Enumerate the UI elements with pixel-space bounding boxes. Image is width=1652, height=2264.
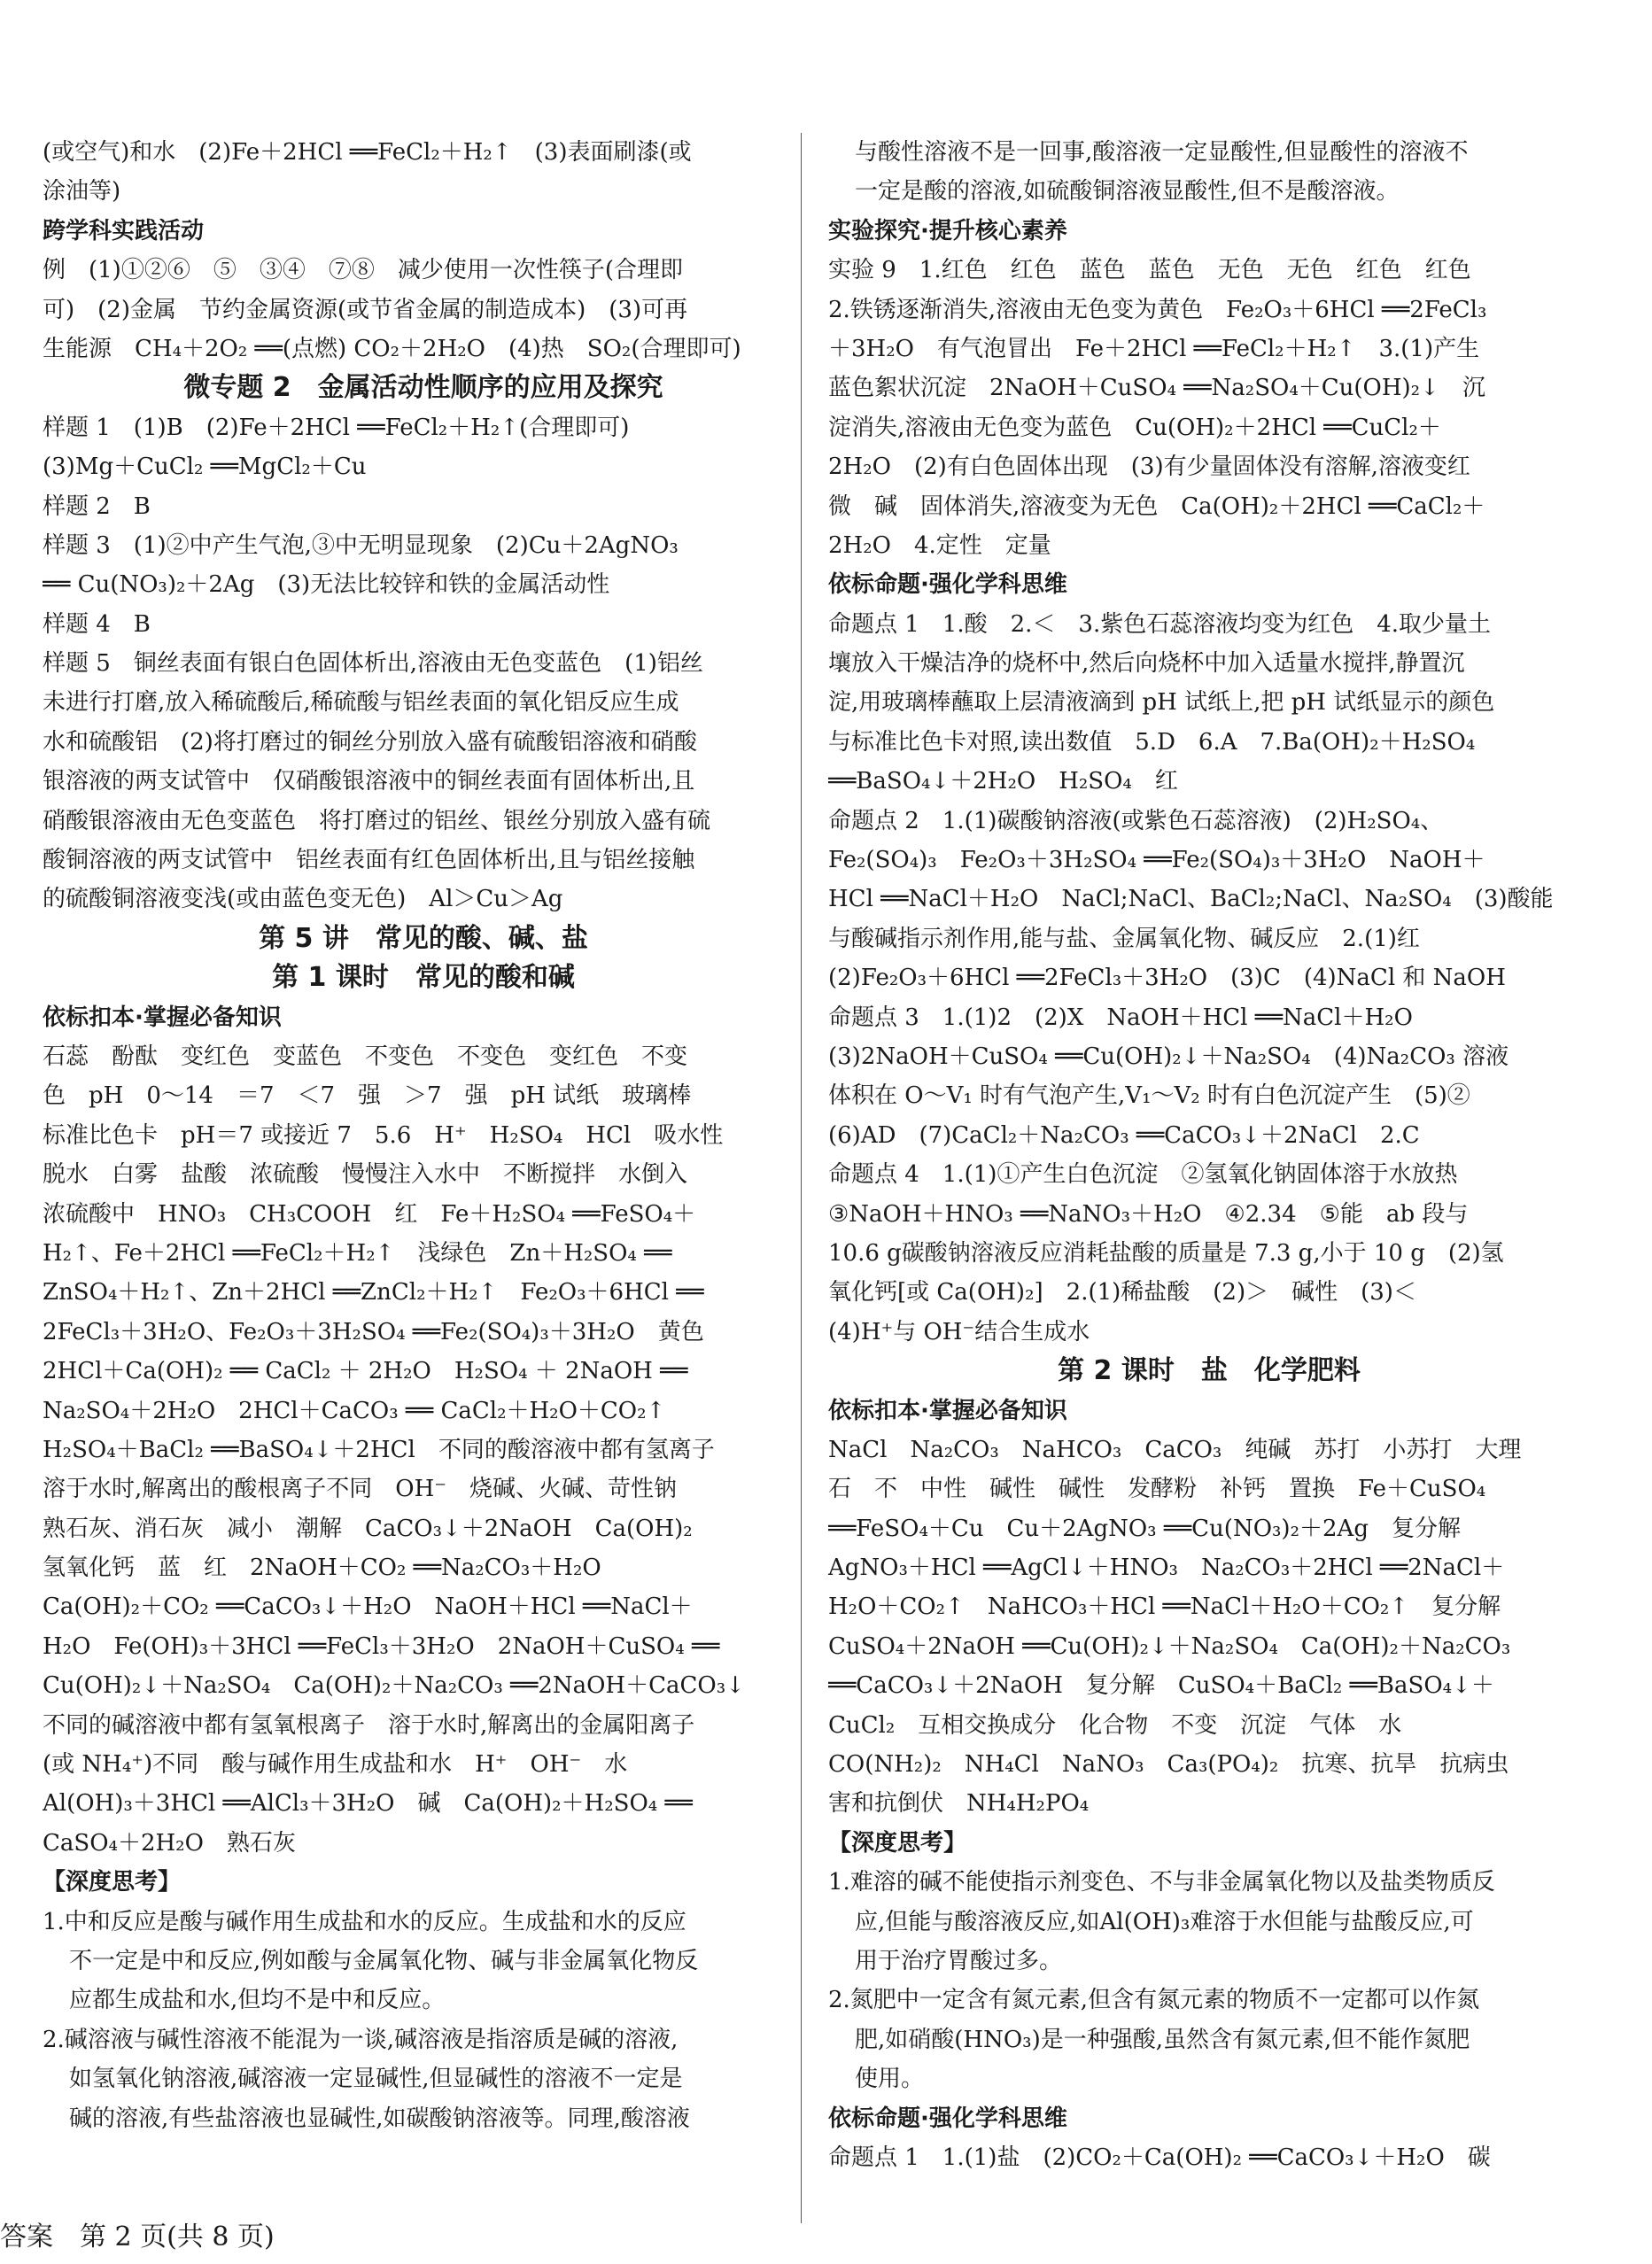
text-line: 应都生成盐和水,但均不是中和反应。 xyxy=(69,1987,446,2014)
text-line: 例 (1)①②⑥ ⑤ ③④ ⑦⑧ 减少使用一次性筷子(合理即 xyxy=(43,257,683,284)
text-line: 2FeCl₃＋3H₂O、Fe₂O₃＋3H₂SO₄ ══Fe₂(SO₄)₃＋3H₂O 黄色 xyxy=(43,1318,704,1345)
text-line: ③NaOH＋HNO₃ ══NaNO₃＋H₂O ④2.34 ⑤能 ab 段与 xyxy=(828,1200,1469,1228)
text-line: ＋3H₂O 有气泡冒出 Fe＋2HCl ══FeCl₂＋H₂↑ 3.(1)产生 xyxy=(828,335,1480,362)
chapter-title: 第 2 课时 盐 化学肥料 xyxy=(1058,1355,1361,1387)
text-line: 不同的碱溶液中都有氢氧根离子 溶于水时,解离出的金属阳离子 xyxy=(43,1711,695,1739)
text-line: ══ Cu(NO₃)₂＋2Ag (3)无法比较锌和铁的金属活动性 xyxy=(43,571,610,599)
text-line: Ca(OH)₂＋CO₂ ══CaCO₃↓＋H₂O NaOH＋HCl ══NaCl＋ xyxy=(43,1593,693,1621)
text-line: H₂↑、Fe＋2HCl ══FeCl₂＋H₂↑ 浅绿色 Zn＋H₂SO₄ ══ xyxy=(43,1239,672,1267)
text-line: Na₂SO₄＋2H₂O 2HCl＋CaCO₃ ══ CaCl₂＋H₂O＋CO₂↑ xyxy=(43,1397,666,1424)
right-column xyxy=(828,133,1590,2177)
page-footer: 答案 第 2 页(共 8 页) xyxy=(0,2221,275,2252)
text-line: 与标准比色卡对照,读出数值 5.D 6.A 7.Ba(OH)₂＋H₂SO₄ xyxy=(828,728,1476,756)
text-line: 微 碱 固体消失,溶液变为无色 Ca(OH)₂＋2HCl ══CaCl₂＋ xyxy=(828,492,1485,520)
text-line: H₂O＋CO₂↑ NaHCO₃＋HCl ══NaCl＋H₂O＋CO₂↑ 复分解 xyxy=(828,1593,1501,1621)
text-line: 浓硫酸中 HNO₃ CH₃COOH 红 Fe＋H₂SO₄ ══FeSO₄＋ xyxy=(43,1200,696,1228)
section-heading: 依标扣本·掌握必备知识 xyxy=(828,1397,1067,1424)
text-line: (3)Mg＋CuCl₂ ══MgCl₂＋Cu xyxy=(43,454,367,481)
text-line: 样题 3 (1)②中产生气泡,③中无明显现象 (2)Cu＋2AgNO₃ xyxy=(43,531,679,559)
text-line: CaSO₄＋2H₂O 熟石灰 xyxy=(43,1829,296,1857)
text-line: (2)Fe₂O₃＋6HCl ══2FeCl₃＋3H₂O (3)C (4)NaCl 和 NaOH xyxy=(828,965,1506,992)
text-line: 应,但能与酸溶液反应,如Al(OH)₃难溶于水但能与盐酸反应,可 xyxy=(855,1908,1474,1935)
text-line: 体积在 O～V₁ 时有气泡产生,V₁～V₂ 时有白色沉淀产生 (5)② xyxy=(828,1082,1470,1110)
chapter-title: 第 1 课时 常见的酸和碱 xyxy=(272,962,575,994)
text-line: 涂油等) xyxy=(43,178,121,205)
text-line: 命题点 2 1.(1)碳酸钠溶液(或紫色石蕊溶液) (2)H₂SO₄、 xyxy=(828,807,1444,834)
text-line: (6)AD (7)CaCl₂＋Na₂CO₃ ══CaCO₃↓＋2NaCl 2.C xyxy=(828,1121,1420,1149)
text-line: AgNO₃＋HCl ══AgCl↓＋HNO₃ Na₂CO₃＋2HCl ══2NaCl＋ xyxy=(828,1555,1505,1582)
section-heading: 实验探究·提升核心素养 xyxy=(828,217,1067,244)
section-heading: 依标命题·强化学科思维 xyxy=(828,2105,1067,2132)
section-heading: 依标扣本·掌握必备知识 xyxy=(43,1004,282,1031)
text-line: 溶于水时,解离出的酸根离子不同 OH⁻ 烧碱、火碱、苛性钠 xyxy=(43,1476,677,1503)
chapter-title: 第 5 讲 常见的酸、碱、盐 xyxy=(259,922,588,954)
left-column xyxy=(43,133,804,2138)
section-heading: 依标命题·强化学科思维 xyxy=(828,571,1067,599)
text-line: (4)H⁺与 OH⁻结合生成水 xyxy=(828,1318,1090,1345)
text-line: 2HCl＋Ca(OH)₂ ══ CaCl₂ ＋ 2H₂O H₂SO₄ ＋ 2NaOH ══ xyxy=(43,1358,688,1385)
text-line: 淀,用玻璃棒蘸取上层清液滴到 pH 试纸上,把 pH 试纸显示的颜色 xyxy=(828,689,1495,717)
text-line: 2H₂O 4.定性 定量 xyxy=(828,531,1051,559)
text-line: CO(NH₂)₂ NH₄Cl NaNO₃ Ca₃(PO₄)₂ 抗寒、抗旱 抗病虫 xyxy=(828,1751,1509,1779)
text-line: 碱的溶液,有些盐溶液也显碱性,如碳酸钠溶液等。同理,酸溶液 xyxy=(69,2105,690,2132)
text-line: 命题点 4 1.(1)①产生白色沉淀 ②氢氧化钠固体溶于水放热 xyxy=(828,1161,1458,1189)
section-heading: 跨学科实践活动 xyxy=(43,217,205,244)
text-line: 样题 4 B xyxy=(43,610,151,638)
text-line: 脱水 白雾 盐酸 浓硫酸 慢慢注入水中 不断搅拌 水倒入 xyxy=(43,1161,688,1189)
text-line: (3)2NaOH＋CuSO₄ ══Cu(OH)₂↓＋Na₂SO₄ (4)Na₂CO₃ 溶液 xyxy=(828,1043,1509,1070)
text-line: 壤放入干燥洁净的烧杯中,然后向烧杯中加入适量水搅拌,静置沉 xyxy=(828,650,1465,678)
deep-thinking-heading: 【深度思考】 xyxy=(43,1869,182,1896)
text-line: 命题点 1 1.酸 2.＜ 3.紫色石蕊溶液均变为红色 4.取少量土 xyxy=(828,610,1492,638)
text-line: ══CaCO₃↓＋2NaOH 复分解 CuSO₄＋BaCl₂ ══BaSO₄↓＋ xyxy=(828,1672,1494,1700)
text-line: 氢氧化钙 蓝 红 2NaOH＋CO₂ ══Na₂CO₃＋H₂O xyxy=(43,1555,601,1582)
text-line: 一定是酸的溶液,如硫酸铜溶液显酸性,但不是酸溶液。 xyxy=(855,178,1400,205)
text-line: (或空气)和水 (2)Fe＋2HCl ══FeCl₂＋H₂↑ (3)表面刷漆(或 xyxy=(43,139,692,166)
text-line: 标准比色卡 pH＝7 或接近 7 5.6 H⁺ H₂SO₄ HCl 吸水性 xyxy=(43,1121,724,1149)
text-line: 2.铁锈逐渐消失,溶液由无色变为黄色 Fe₂O₃＋6HCl ══2FeCl₃ xyxy=(828,296,1487,323)
text-line: (或 NH₄⁺)不同 酸与碱作用生成盐和水 H⁺ OH⁻ 水 xyxy=(43,1751,628,1779)
text-line: ZnSO₄＋H₂↑、Zn＋2HCl ══ZnCl₂＋H₂↑ Fe₂O₃＋6HCl ══ xyxy=(43,1279,704,1306)
text-line: 10.6 g碳酸钠溶液反应消耗盐酸的质量是 7.3 g,小于 10 g (2)氢 xyxy=(828,1239,1504,1267)
text-line: CuCl₂ 互相交换成分 化合物 不变 沉淀 气体 水 xyxy=(828,1711,1402,1739)
column-divider xyxy=(801,133,802,2223)
text-line: 2.碱溶液与碱性溶液不能混为一谈,碱溶液是指溶质是碱的溶液, xyxy=(43,2026,679,2053)
text-line: 未进行打磨,放入稀硫酸后,稀硫酸与铝丝表面的氧化铝反应生成 xyxy=(43,689,679,717)
text-line: 石 不 中性 碱性 碱性 发酵粉 补钙 置换 Fe＋CuSO₄ xyxy=(828,1476,1486,1503)
text-line: 与酸性溶液不是一回事,酸溶液一定显酸性,但显酸性的溶液不 xyxy=(855,139,1469,166)
text-line: 命题点 3 1.(1)2 (2)X NaOH＋HCl ══NaCl＋H₂O xyxy=(828,1004,1413,1031)
text-line: NaCl Na₂CO₃ NaHCO₃ CaCO₃ 纯碱 苏打 小苏打 大理 xyxy=(828,1436,1522,1463)
text-line: 1.难溶的碱不能使指示剂变色、不与非金属氧化物以及盐类物质反 xyxy=(828,1869,1495,1896)
text-line: 样题 1 (1)B (2)Fe＋2HCl ══FeCl₂＋H₂↑(合理即可) xyxy=(43,414,630,441)
text-line: 2.氮肥中一定含有氮元素,但含有氮元素的物质不一定都可以作氮 xyxy=(828,1987,1480,2014)
text-line: 可) (2)金属 节约金属资源(或节省金属的制造成本) (3)可再 xyxy=(43,296,688,323)
deep-thinking-heading: 【深度思考】 xyxy=(828,1829,967,1857)
text-line: 银溶液的两支试管中 仅硝酸银溶液中的铜丝表面有固体析出,且 xyxy=(43,768,695,795)
text-line: CuSO₄＋2NaOH ══Cu(OH)₂↓＋Na₂SO₄ Ca(OH)₂＋Na₂CO₃ xyxy=(828,1632,1511,1660)
chapter-title: 微专题 2 金属活动性顺序的应用及探究 xyxy=(183,372,663,404)
text-line: 色 pH 0～14 ＝7 ＜7 强 ＞7 强 pH 试纸 玻璃棒 xyxy=(43,1082,692,1110)
text-line: ══BaSO₄↓＋2H₂O H₂SO₄ 红 xyxy=(828,768,1178,795)
text-line: 氧化钙[或 Ca(OH)₂] 2.(1)稀盐酸 (2)＞ 碱性 (3)＜ xyxy=(828,1279,1416,1306)
text-line: 2H₂O (2)有白色固体出现 (3)有少量固体没有溶解,溶液变红 xyxy=(828,454,1470,481)
text-line: 生能源 CH₄＋2O₂ ══(点燃) CO₂＋2H₂O (4)热 SO₂(合理即可) xyxy=(43,335,741,362)
text-line: 害和抗倒伏 NH₄H₂PO₄ xyxy=(828,1790,1090,1818)
text-line: 蓝色絮状沉淀 2NaOH＋CuSO₄ ══Na₂SO₄＋Cu(OH)₂↓ 沉 xyxy=(828,375,1485,402)
text-line: H₂O Fe(OH)₃＋3HCl ══FeCl₃＋3H₂O 2NaOH＋CuSO₄ ══ xyxy=(43,1632,720,1660)
text-line: 不一定是中和反应,例如酸与金属氧化物、碱与非金属氧化物反 xyxy=(69,1947,699,1974)
text-line: 命题点 1 1.(1)盐 (2)CO₂＋Ca(OH)₂ ══CaCO₃↓＋H₂O 碳 xyxy=(828,2144,1491,2171)
text-line: 如氢氧化钠溶液,碱溶液一定显碱性,但显碱性的溶液不一定是 xyxy=(69,2066,683,2093)
text-line: 肥,如硝酸(HNO₃)是一种强酸,虽然含有氮元素,但不能作氮肥 xyxy=(855,2026,1470,2053)
text-line: 1.中和反应是酸与碱作用生成盐和水的反应。生成盐和水的反应 xyxy=(43,1908,686,1935)
text-line: Fe₂(SO₄)₃ Fe₂O₃＋3H₂SO₄ ══Fe₂(SO₄)₃＋3H₂O NaOH＋ xyxy=(828,847,1485,874)
text-line: 水和硫酸铝 (2)将打磨过的铜丝分别放入盛有硫酸铝溶液和硝酸 xyxy=(43,728,697,756)
text-line: 使用。 xyxy=(855,2066,925,2093)
text-line: Cu(OH)₂↓＋Na₂SO₄ Ca(OH)₂＋Na₂CO₃ ══2NaOH＋CaCO₃↓ xyxy=(43,1672,745,1700)
text-line: 熟石灰、消石灰 减小 潮解 CaCO₃↓＋2NaOH Ca(OH)₂ xyxy=(43,1515,693,1542)
text-line: ══FeSO₄＋Cu Cu＋2AgNO₃ ══Cu(NO₃)₂＋2Ag 复分解 xyxy=(828,1515,1461,1542)
text-line: 石蕊 酚酞 变红色 变蓝色 不变色 不变色 变红色 不变 xyxy=(43,1043,688,1070)
text-line: 硝酸银溶液由无色变蓝色 将打磨过的铝丝、银丝分别放入盛有硫 xyxy=(43,807,711,834)
text-line: HCl ══NaCl＋H₂O NaCl;NaCl、BaCl₂;NaCl、Na₂SO₄ (3)酸能 xyxy=(828,886,1554,913)
text-line: 酸铜溶液的两支试管中 铝丝表面有红色固体析出,且与铝丝接触 xyxy=(43,847,695,874)
text-line: 用于治疗胃酸过多。 xyxy=(855,1947,1063,1974)
text-line: 与酸碱指示剂作用,能与盐、金属氧化物、碱反应 2.(1)红 xyxy=(828,925,1420,952)
text-line: 的硫酸铜溶液变浅(或由蓝色变无色) Al＞Cu＞Ag xyxy=(43,886,563,913)
text-line: 实验 9 1.红色 红色 蓝色 蓝色 无色 无色 红色 红色 xyxy=(828,257,1471,284)
text-line: 样题 5 铜丝表面有银白色固体析出,溶液由无色变蓝色 (1)铝丝 xyxy=(43,650,703,678)
text-line: H₂SO₄＋BaCl₂ ══BaSO₄↓＋2HCl 不同的酸溶液中都有氢离子 xyxy=(43,1436,715,1463)
text-line: 样题 2 B xyxy=(43,492,151,520)
text-line: Al(OH)₃＋3HCl ══AlCl₃＋3H₂O 碱 Ca(OH)₂＋H₂SO₄ ══ xyxy=(43,1790,693,1818)
text-line: 淀消失,溶液由无色变为蓝色 Cu(OH)₂＋2HCl ══CuCl₂＋ xyxy=(828,414,1441,441)
